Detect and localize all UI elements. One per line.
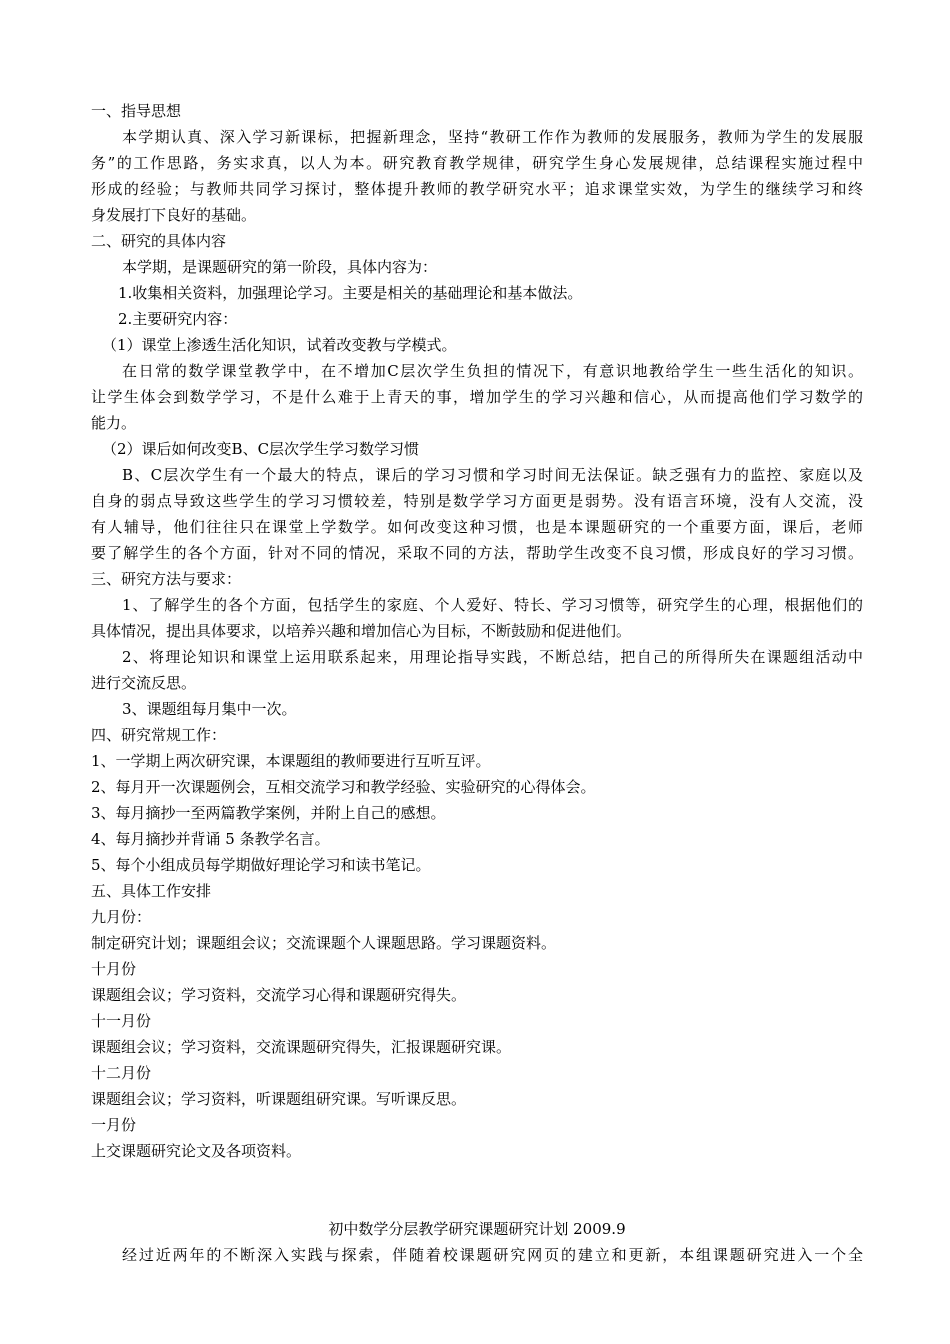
subsection-heading: （1）课堂上渗透生活化知识，试着改变教与学模式。 bbox=[102, 336, 457, 354]
section-heading: 四、研究常规工作： bbox=[91, 726, 227, 744]
section-heading: 二、研究的具体内容 bbox=[91, 232, 227, 250]
schedule-month: 一月份 bbox=[91, 1116, 137, 1134]
schedule-month: 十二月份 bbox=[91, 1064, 152, 1082]
list-item: 5、每个小组成员每学期做好理论学习和读书笔记。 bbox=[91, 856, 431, 874]
list-item: 2、每月开一次课题例会，互相交流学习和教学经验、实验研究的心得体会。 bbox=[91, 778, 596, 796]
paragraph-line: 自身的弱点导致这些学生的学习习惯较差，特别是数学学习方面更是弱势。没有语言环境，没有人交流，没 bbox=[91, 492, 863, 510]
schedule-task: 课题组会议；学习资料，听课题组研究课。写听课反思。 bbox=[91, 1090, 467, 1108]
schedule-month: 十月份 bbox=[91, 960, 137, 978]
paragraph-line: 本学期，是课题研究的第一阶段，具体内容为： bbox=[122, 258, 438, 276]
paragraph-line: 能力。 bbox=[91, 414, 137, 432]
paragraph-line: 让学生体会到数学学习，不是什么难于上青天的事，增加学生的学习兴趣和信心，从而提高他们学习数学的 bbox=[91, 388, 863, 406]
section-heading: 一、指导思想 bbox=[91, 102, 182, 120]
schedule-task: 上交课题研究论文及各项资料。 bbox=[91, 1142, 302, 1160]
schedule-month: 九月份： bbox=[91, 908, 152, 926]
blank-space bbox=[91, 1164, 863, 1216]
paragraph-line: B、C层次学生有一个最大的特点，课后的学习习惯和学习时间无法保证。缺乏强有力的监控、家庭以及 bbox=[122, 466, 863, 484]
schedule-task: 课题组会议；学习资料，交流学习心得和课题研究得失。 bbox=[91, 986, 467, 1004]
document-page bbox=[91, 98, 863, 1268]
subsection-heading: （2）课后如何改变B、C层次学生学习数学习惯 bbox=[102, 440, 420, 458]
schedule-task: 课题组会议；学习资料，交流课题研究得失，汇报课题研究课。 bbox=[91, 1038, 512, 1056]
document-title: 初中数学分层教学研究课题研究计划 2009.9 bbox=[328, 1220, 626, 1238]
paragraph-line: 进行交流反思。 bbox=[91, 674, 197, 692]
paragraph-line: 2、将理论知识和课堂上运用联系起来，用理论指导实践，不断总结，把自己的所得所失在课题组活动中 bbox=[122, 648, 863, 666]
paragraph-line: 具体情况，提出具体要求，以培养兴趣和增加信心为目标，不断鼓励和促进他们。 bbox=[91, 622, 632, 640]
list-item: 4、每月摘抄并背诵 5 条教学名言。 bbox=[91, 830, 330, 848]
paragraph-line: 身发展打下良好的基础。 bbox=[91, 206, 257, 224]
paragraph-line: 务”的工作思路，务实求真，以人为本。研究教育教学规律，研究学生身心发展规律，总结课程实施过程中 bbox=[91, 154, 863, 172]
section-heading: 五、具体工作安排 bbox=[91, 882, 212, 900]
list-item: 1、一学期上两次研究课，本课题组的教师要进行互听互评。 bbox=[91, 752, 491, 770]
paragraph-line: 形成的经验；与教师共同学习探讨，整体提升教师的教学研究水平；追求课堂实效，为学生的继续学习和终 bbox=[91, 180, 863, 198]
paragraph-line: 3、课题组每月集中一次。 bbox=[122, 700, 297, 718]
paragraph-line: 要了解学生的各个方面，针对不同的情况，采取不同的方法，帮助学生改变不良习惯，形成良好的学习习惯。 bbox=[91, 544, 863, 562]
paragraph-line: 有人辅导，他们往往只在课堂上学数学。如何改变这种习惯，也是本课题研究的一个重要方面，课后，老师 bbox=[91, 518, 863, 536]
paragraph-line: 经过近两年的不断深入实践与探索，伴随着校课题研究网页的建立和更新，本组课题研究进入一个全 bbox=[122, 1246, 863, 1264]
paragraph-line: 本学期认真、深入学习新课标，把握新理念，坚持“教研工作作为教师的发展服务，教师为学生的发展服 bbox=[122, 128, 863, 146]
schedule-month: 十一月份 bbox=[91, 1012, 152, 1030]
list-item: 1.收集相关资料，加强理论学习。主要是相关的基础理论和基本做法。 bbox=[118, 284, 583, 302]
paragraph-line: 在日常的数学课堂教学中，在不增加C层次学生负担的情况下，有意识地教给学生一些生活化的知识。 bbox=[122, 362, 863, 380]
section-heading: 三、研究方法与要求： bbox=[91, 570, 242, 588]
list-item: 3、每月摘抄一至两篇教学案例，并附上自己的感想。 bbox=[91, 804, 446, 822]
schedule-task: 制定研究计划；课题组会议；交流课题个人课题思路。学习课题资料。 bbox=[91, 934, 557, 952]
paragraph-line: 1、了解学生的各个方面，包括学生的家庭、个人爱好、特长、学习习惯等，研究学生的心理，根据他们的 bbox=[122, 596, 863, 614]
list-item: 2.主要研究内容： bbox=[118, 310, 238, 328]
